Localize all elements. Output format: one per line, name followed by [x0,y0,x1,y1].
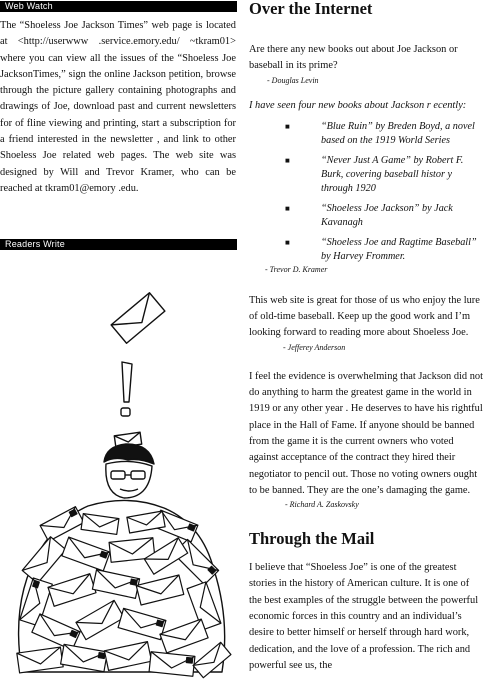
right-column [249,0,484,674]
readers-write-header: Readers Write [0,239,237,250]
letter-anderson: This web site is great for those of us who enjoy the lure of old-time baseball. Keep up the good work and I’m looking forward to reading more about Shoeless Joe. [249,294,480,339]
signature-anderson: - Jefferey Anderson [283,342,346,352]
list-item: ■ “Blue Ruin” by Breden Boyd, a novel based on the 1919 World Series [285,120,475,146]
signature-levin: - Douglas Levin [267,75,319,85]
over-internet-title: Over the Internet [249,0,373,18]
web-watch-body: The “Shoeless Joe Jackson Times” web page is located at <http://userwww .service.emory.edu/ ~tkram01> where you can view all the issues of the “Shoeless Joe JacksonTimes,” sign the online Jackson petition, browse through the picture gallery containing photographs and drawings of Joe, download past and current newsletters for of fline viewing and printing, start a subscription for a friend interested in the newsletter , and link to other Shoeless Joe related web pages. The web site was designed by Will and Trevor Kramer, who can be reached at tkram01@emory .edu. [0,20,236,194]
book-list [249,120,484,264]
web-watch-header: Web Watch [0,1,237,12]
bullet-icon: ■ [285,121,290,131]
list-item: ■ “Shoeless Joe Jackson” by Jack Kavanagh [285,202,453,228]
bullet-icon: ■ [285,155,290,165]
question-levin: Are there any new books out about Joe Jackson or baseball in its prime? [249,44,458,72]
exclamation-icon [121,362,132,416]
bullet-icon: ■ [285,237,290,247]
through-mail-title: Through the Mail [249,529,375,549]
mail-letter-body: I believe that “Shoeless Joe” is one of the greatest stories in the history of American culture. It is one of the best examples of the struggle between the powerful economic forces in this country and an individual’s desire to better himself or herself through hard work, dedication, and the love of a profession. The rich and powerful see us, the [249,562,479,671]
left-column [0,0,237,197]
letter-zaskovsky: I feel the evidence is overwhelming that Jackson did not do anything to harm the greatest game in the world in 1919 or any other year . He deserves to have his rightful place in the Hall of Fame. If anyone should be banned from the game it is the current owners who voted against acceptance of the contract they hired their negotiator to pencil out. Those no voting owners ought to be banned. They are the one’s damaging the game. [249,370,484,496]
answer-intro: I have seen four new books about Jackson r ecently: [249,99,467,111]
signature-kramer: - Trevor D. Kramer [265,264,328,274]
mail-pile-illustration [0,280,237,680]
list-item: ■ “Shoeless Joe and Ragtime Baseball” by Harvey Frommer. [285,236,477,262]
list-item: ■ “Never Just A Game” by Robert F. Burk, covering baseball histor y through 1920 [285,154,464,194]
signature-zaskovsky: - Richard A. Zaskovsky [285,500,359,510]
bullet-icon: ■ [285,203,290,213]
flying-envelope-icon [111,293,165,344]
